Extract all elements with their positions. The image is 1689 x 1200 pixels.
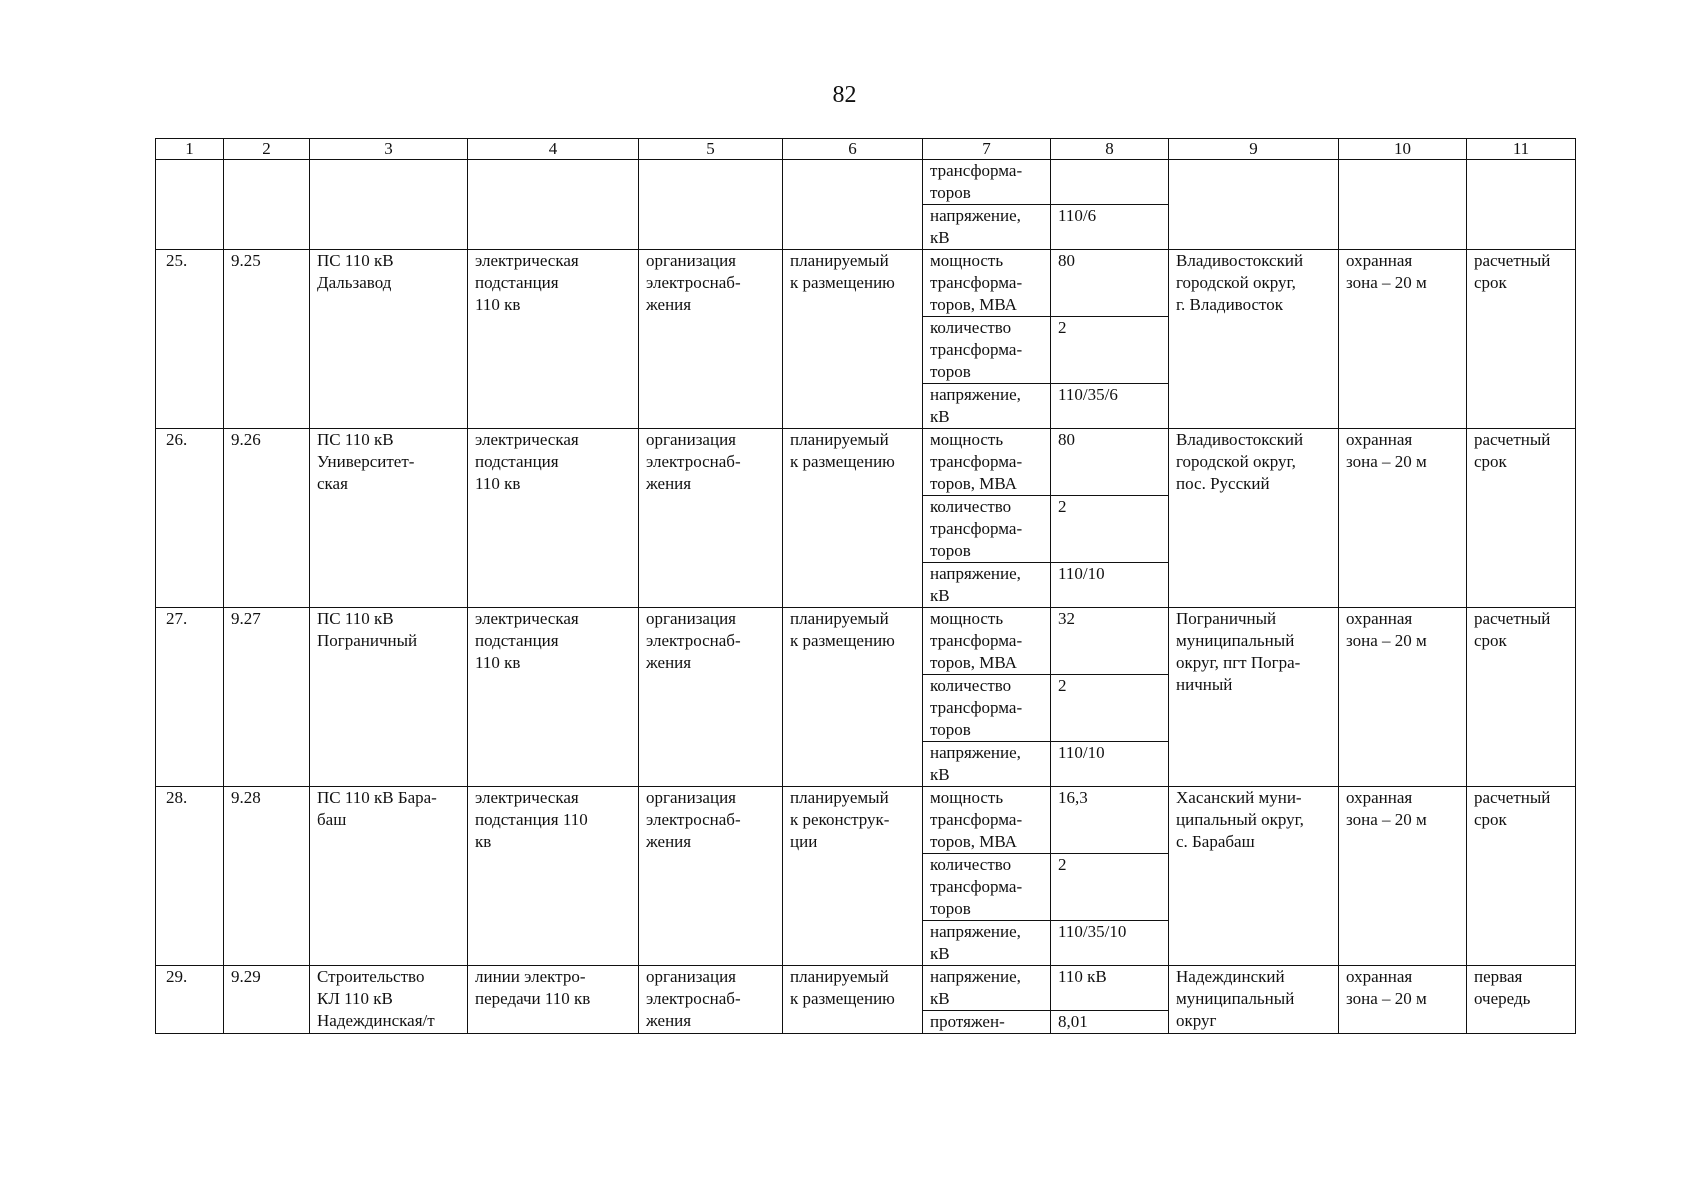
object-status: планируемый к размещению xyxy=(783,966,923,1034)
row-number: 27. xyxy=(156,608,224,787)
param-value-cell: 110/10 xyxy=(1051,742,1169,787)
param-value-cell: 80 xyxy=(1051,250,1169,317)
param-value-cell: 110/6 xyxy=(1051,205,1169,250)
param-value-cell: 110/35/6 xyxy=(1051,384,1169,429)
table-row xyxy=(156,250,1576,317)
item-code: 9.27 xyxy=(224,608,310,787)
object-type: электрическая подстанция 110 кв xyxy=(468,429,639,608)
page-number: 82 xyxy=(832,82,857,108)
object-name: ПС 110 кВ Пограничный xyxy=(310,608,468,787)
object-zone: охранная зона – 20 м xyxy=(1339,250,1467,429)
param-value-cell: 110/35/10 xyxy=(1051,921,1169,966)
column-number: 3 xyxy=(310,139,468,160)
table-row xyxy=(156,160,1576,205)
object-purpose: организация электроснаб- жения xyxy=(639,250,783,429)
object-type: электрическая подстанция 110 кв xyxy=(468,787,639,966)
object-purpose: организация электроснаб- жения xyxy=(639,787,783,966)
table-row xyxy=(156,608,1576,675)
empty-cell xyxy=(156,160,224,250)
column-number: 1 xyxy=(156,139,224,160)
empty-cell xyxy=(224,160,310,250)
object-term: расчетный срок xyxy=(1467,787,1576,966)
column-number: 10 xyxy=(1339,139,1467,160)
item-code: 9.25 xyxy=(224,250,310,429)
empty-cell xyxy=(1467,160,1576,250)
param-value-cell: 16,3 xyxy=(1051,787,1169,854)
object-zone: охранная зона – 20 м xyxy=(1339,966,1467,1034)
item-code: 9.26 xyxy=(224,429,310,608)
planning-table xyxy=(155,138,1576,1034)
column-number: 5 xyxy=(639,139,783,160)
param-name-cell: напряжение, кВ xyxy=(923,921,1051,966)
object-zone: охранная зона – 20 м xyxy=(1339,787,1467,966)
param-name-cell: мощность трансформа- торов, МВА xyxy=(923,787,1051,854)
param-name-cell: трансформа- торов xyxy=(923,160,1051,205)
empty-cell xyxy=(310,160,468,250)
empty-cell xyxy=(1169,160,1339,250)
param-name-cell: количество трансформа- торов xyxy=(923,854,1051,921)
object-purpose: организация электроснаб- жения xyxy=(639,429,783,608)
param-name-cell: напряжение, кВ xyxy=(923,742,1051,787)
param-name-cell: протяжен- xyxy=(923,1011,1051,1034)
param-value-cell: 32 xyxy=(1051,608,1169,675)
object-type: электрическая подстанция 110 кв xyxy=(468,608,639,787)
row-number: 28. xyxy=(156,787,224,966)
param-name-cell: напряжение, кВ xyxy=(923,563,1051,608)
param-name-cell: мощность трансформа- торов, МВА xyxy=(923,429,1051,496)
param-name-cell: напряжение, кВ xyxy=(923,384,1051,429)
param-name-cell: напряжение, кВ xyxy=(923,966,1051,1011)
param-value-cell: 2 xyxy=(1051,496,1169,563)
object-name: ПС 110 кВ Университет- ская xyxy=(310,429,468,608)
table-row xyxy=(156,787,1576,854)
column-number: 7 xyxy=(923,139,1051,160)
empty-cell xyxy=(1339,160,1467,250)
object-location: Надеждинский муниципальный округ xyxy=(1169,966,1339,1034)
object-location: Хасанский муни- ципальный округ, с. Барабаш xyxy=(1169,787,1339,966)
table-row xyxy=(156,966,1576,1011)
param-value-cell: 2 xyxy=(1051,317,1169,384)
object-name: ПС 110 кВ Дальзавод xyxy=(310,250,468,429)
param-name-cell: количество трансформа- торов xyxy=(923,496,1051,563)
column-number: 11 xyxy=(1467,139,1576,160)
column-number: 6 xyxy=(783,139,923,160)
param-name-cell: количество трансформа- торов xyxy=(923,675,1051,742)
param-value-cell: 2 xyxy=(1051,854,1169,921)
param-name-cell: мощность трансформа- торов, МВА xyxy=(923,608,1051,675)
object-status: планируемый к реконструк- ции xyxy=(783,787,923,966)
param-value-cell: 80 xyxy=(1051,429,1169,496)
column-number: 2 xyxy=(224,139,310,160)
item-code: 9.28 xyxy=(224,787,310,966)
param-value-cell: 8,01 xyxy=(1051,1011,1169,1034)
object-location: Владивостокский городской округ, г. Владивосток xyxy=(1169,250,1339,429)
object-purpose: организация электроснаб- жения xyxy=(639,608,783,787)
param-value-cell: 110 кВ xyxy=(1051,966,1169,1011)
object-term: первая очередь xyxy=(1467,966,1576,1034)
param-value-cell: 2 xyxy=(1051,675,1169,742)
empty-cell xyxy=(639,160,783,250)
object-purpose: организация электроснаб- жения xyxy=(639,966,783,1034)
param-value-cell: 110/10 xyxy=(1051,563,1169,608)
object-zone: охранная зона – 20 м xyxy=(1339,608,1467,787)
row-number: 26. xyxy=(156,429,224,608)
object-type: электрическая подстанция 110 кв xyxy=(468,250,639,429)
object-status: планируемый к размещению xyxy=(783,250,923,429)
object-term: расчетный срок xyxy=(1467,250,1576,429)
object-status: планируемый к размещению xyxy=(783,608,923,787)
object-zone: охранная зона – 20 м xyxy=(1339,429,1467,608)
object-location: Пограничный муниципальный округ, пгт Погра- ничный xyxy=(1169,608,1339,787)
item-code: 9.29 xyxy=(224,966,310,1034)
object-name: ПС 110 кВ Бара- баш xyxy=(310,787,468,966)
object-type: линии электро- передачи 110 кв xyxy=(468,966,639,1034)
row-number: 25. xyxy=(156,250,224,429)
object-term: расчетный срок xyxy=(1467,429,1576,608)
param-name-cell: напряжение, кВ xyxy=(923,205,1051,250)
object-name: Строительство КЛ 110 кВ Надеждинская/т xyxy=(310,966,468,1034)
column-number-row xyxy=(156,139,1576,160)
object-status: планируемый к размещению xyxy=(783,429,923,608)
empty-cell xyxy=(783,160,923,250)
empty-cell xyxy=(468,160,639,250)
param-value-cell xyxy=(1051,160,1169,205)
table-row xyxy=(156,429,1576,496)
object-term: расчетный срок xyxy=(1467,608,1576,787)
column-number: 8 xyxy=(1051,139,1169,160)
row-number: 29. xyxy=(156,966,224,1034)
column-number: 9 xyxy=(1169,139,1339,160)
param-name-cell: количество трансформа- торов xyxy=(923,317,1051,384)
object-location: Владивостокский городской округ, пос. Русский xyxy=(1169,429,1339,608)
param-name-cell: мощность трансформа- торов, МВА xyxy=(923,250,1051,317)
column-number: 4 xyxy=(468,139,639,160)
